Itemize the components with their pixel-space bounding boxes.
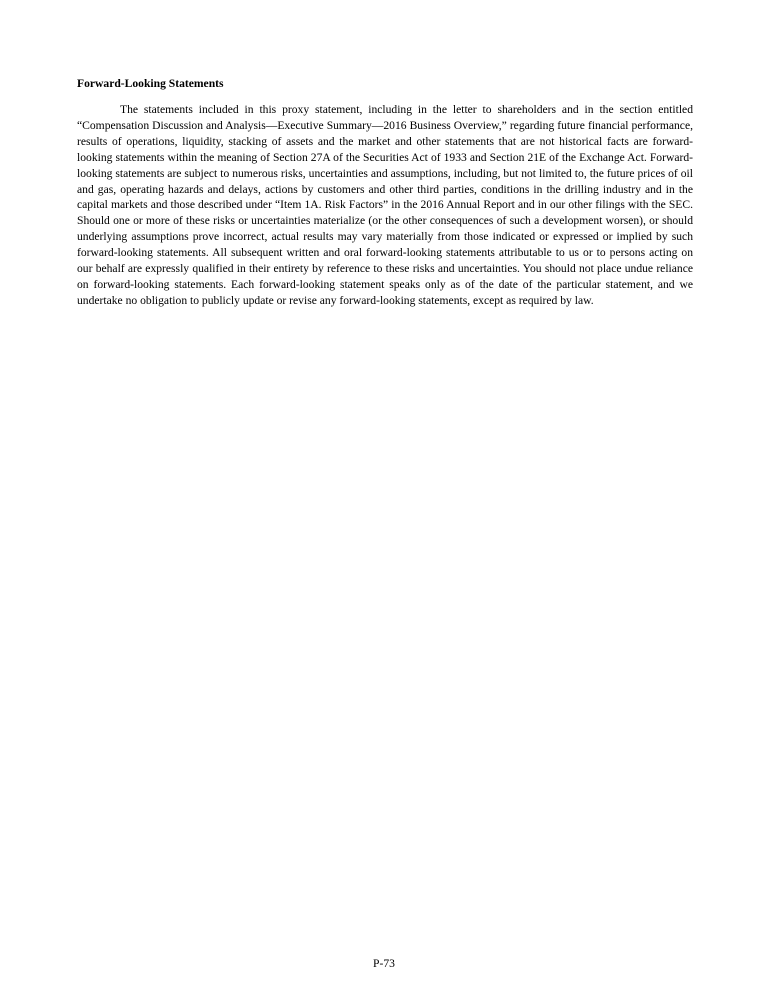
forward-looking-paragraph: The statements included in this proxy statement, including in the letter to shareholders and in the section entitled “Compensation Discussion and Analysis—Executive Summary—2016 Business Overview,” regarding future financial performance, results of operations, liquidity, stacking of assets and the market and other statements that are not historical facts are forward-looking statements within the meaning of Section 27A of the Securities Act of 1933 and Section 21E of the Exchange Act. Forward-looking statements are subject to numerous risks, uncertainties and assumptions, including, but not limited to, the future prices of oil and gas, operating hazards and delays, actions by customers and other third parties, conditions in the drilling industry and in the capital markets and those described under “Item 1A. Risk Factors” in the 2016 Annual Report and in our other filings with the SEC. Should one or more of these risks or uncertainties materialize (or the other consequences of such a development worsen), or should underlying assumptions prove incorrect, actual results may vary materially from those indicated or expressed or implied by such forward-looking statements. All subsequent written and oral forward-looking statements attributable to us or to persons acting on our behalf are expressly qualified in their entirety by reference to these risks and uncertainties. You should not place undue reliance on forward-looking statements. Each forward-looking statement speaks only as of the date of the particular statement, and we undertake no obligation to publicly update or revise any forward-looking statements, except as required by law. (77, 103, 693, 307)
section-heading: Forward-Looking Statements (77, 77, 224, 90)
page-number: P-73 (373, 957, 395, 970)
